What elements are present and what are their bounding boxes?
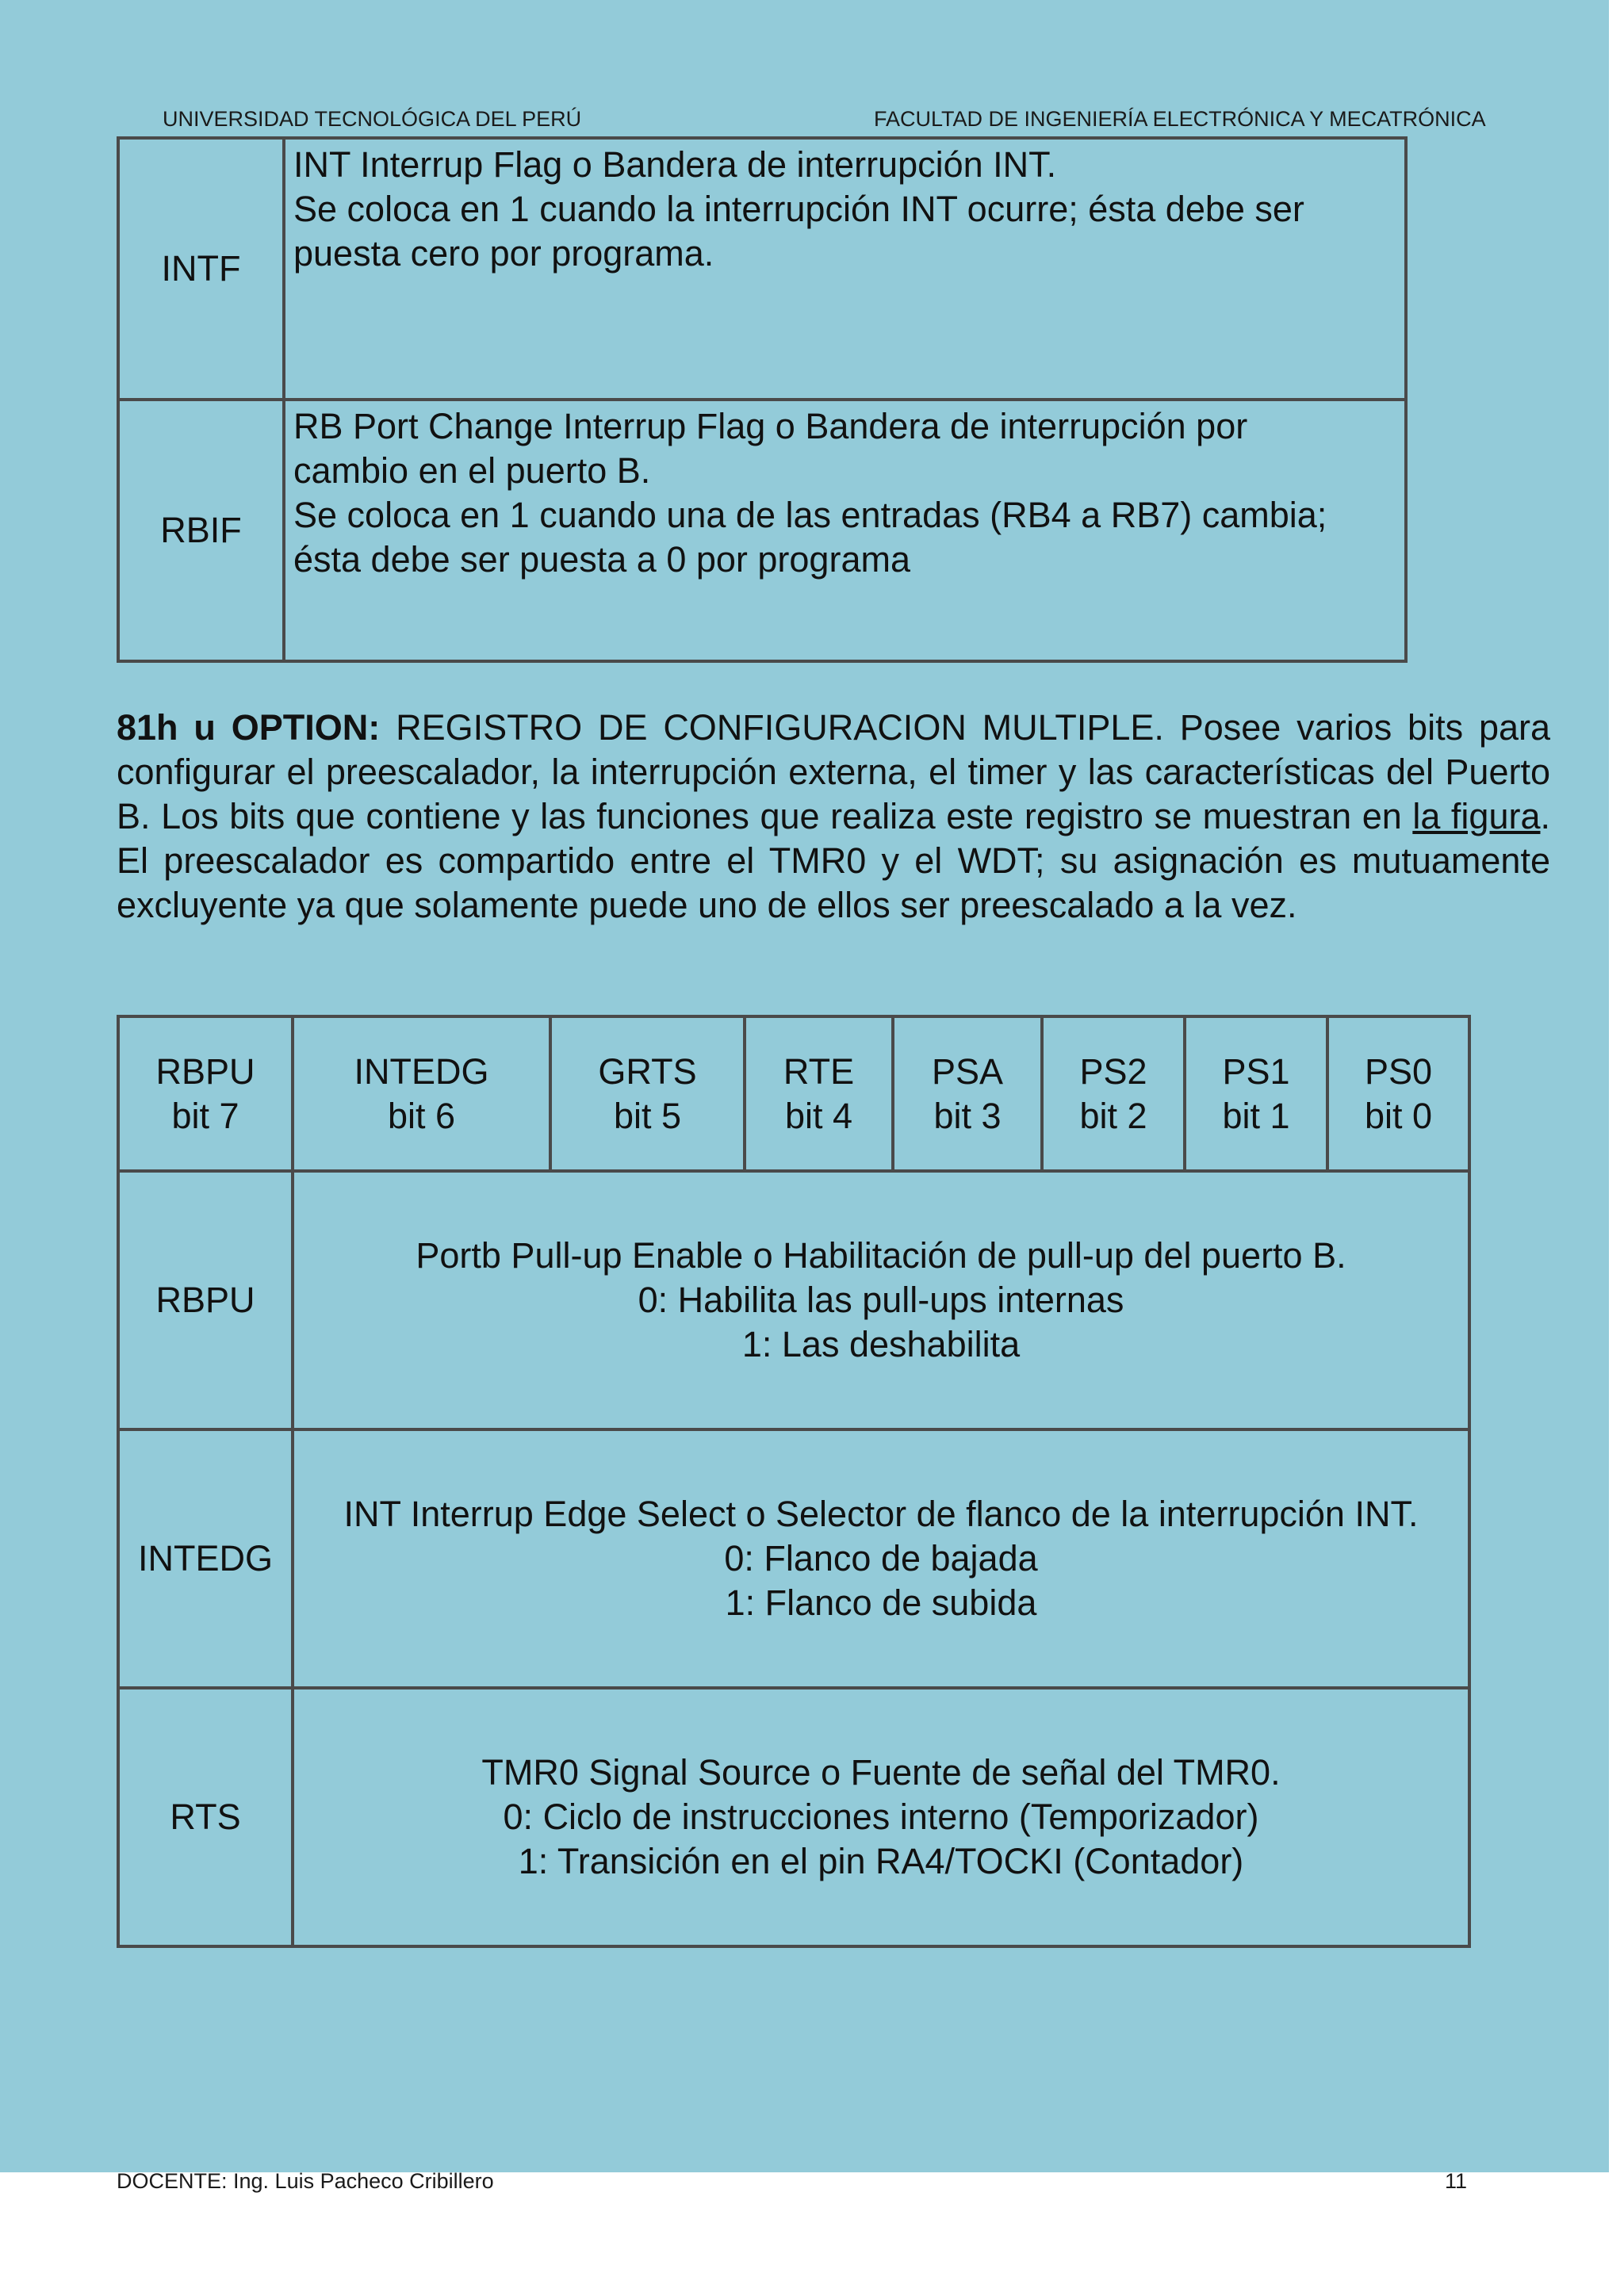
- bit-description-cell: [293, 1429, 1469, 1688]
- bit-index: bit 1: [1222, 1095, 1290, 1136]
- bit-name-cell: INTEDG: [118, 1429, 293, 1688]
- description-line: ésta debe ser puesta a 0 por programa: [293, 539, 910, 580]
- bit-name-cell: INTF: [118, 138, 284, 400]
- description-line: 1: Flanco de subida: [725, 1582, 1037, 1623]
- intcon-bits-table: [117, 136, 1408, 663]
- description-line: 1: Transición en el pin RA4/TOCKI (Contador): [518, 1841, 1244, 1881]
- bit-header-cell: [1185, 1016, 1327, 1171]
- bit-index: bit 3: [933, 1095, 1002, 1136]
- bit-header-row: [118, 1016, 1469, 1171]
- bit-index: bit 7: [171, 1095, 239, 1136]
- table-row: [118, 1171, 1469, 1429]
- figure-link[interactable]: la figura: [1412, 796, 1541, 836]
- table-row: [118, 400, 1406, 661]
- bit-name-cell: RBPU: [118, 1171, 293, 1429]
- option-register-table: [117, 1015, 1471, 1948]
- bit-name: PS1: [1222, 1050, 1290, 1092]
- bit-index: bit 5: [613, 1095, 682, 1136]
- bit-description-cell: [293, 1171, 1469, 1429]
- bit-name: GRTS: [598, 1050, 697, 1092]
- option-register-paragraph: [117, 706, 1550, 928]
- paragraph-text: . El preescalador es compartido entre el TMR0 y el WDT; su asignación es mutuamente excluyente ya que solamente puede uno de ellos ser preescalado a la vez.: [117, 796, 1550, 925]
- bit-header-cell: [745, 1016, 893, 1171]
- description-line: Se coloca en 1 cuando una de las entradas (RB4 a RB7) cambia;: [293, 495, 1327, 535]
- description-line: TMR0 Signal Source o Fuente de señal del TMR0.: [481, 1752, 1281, 1793]
- description-line: INT Interrup Edge Select o Selector de flanco de la interrupción INT.: [343, 1494, 1419, 1534]
- bit-header-cell: [550, 1016, 745, 1171]
- paragraph-heading: 81h u OPTION:: [117, 707, 381, 748]
- paragraph-text: REGISTRO DE CONFIGURACION MULTIPLE. Posee varios bits para configurar el preescalador, la interrupción externa, el timer y las características del Puerto B. Los bits que contiene y las funciones que realiza este registro se muestran en: [117, 707, 1551, 836]
- description-line: 1: Las deshabilita: [741, 1324, 1021, 1364]
- description-line: 0: Flanco de bajada: [724, 1538, 1038, 1578]
- bit-header-cell: [293, 1016, 550, 1171]
- description-line: Portb Pull-up Enable o Habilitación de pull-up del puerto B.: [416, 1235, 1346, 1276]
- description-line: puesta cero por programa.: [293, 233, 714, 274]
- bit-description-cell: [284, 138, 1406, 400]
- bit-name: PSA: [931, 1050, 1004, 1092]
- bit-name-cell: RTS: [118, 1688, 293, 1946]
- bit-name: PS2: [1079, 1050, 1147, 1092]
- bit-name: PS0: [1364, 1050, 1433, 1092]
- table-row: [118, 138, 1406, 400]
- description-line: 0: Ciclo de instrucciones interno (Temporizador): [503, 1797, 1259, 1837]
- header-university: UNIVERSIDAD TECNOLÓGICA DEL PERÚ: [163, 107, 582, 131]
- header-faculty: FACULTAD DE INGENIERÍA ELECTRÓNICA Y MECATRÓNICA: [874, 107, 1486, 131]
- bit-index: bit 0: [1364, 1095, 1433, 1136]
- bit-name-cell: RBIF: [118, 400, 284, 661]
- bit-header-cell: [893, 1016, 1042, 1171]
- description-line: RB Port Change Interrup Flag o Bandera de interrupción por: [293, 406, 1248, 446]
- bit-name: RTE: [783, 1050, 855, 1092]
- bit-index: bit 4: [784, 1095, 853, 1136]
- table-row: [118, 1429, 1469, 1688]
- bit-header-cell: [1042, 1016, 1185, 1171]
- bit-description-cell: [284, 400, 1406, 661]
- bit-header-cell: [118, 1016, 293, 1171]
- description-line: 0: Habilita las pull-ups internas: [638, 1280, 1124, 1320]
- bit-header-cell: [1327, 1016, 1469, 1171]
- bit-index: bit 6: [387, 1095, 456, 1136]
- bit-index: bit 2: [1079, 1095, 1147, 1136]
- description-line: cambio en el puerto B.: [293, 450, 651, 491]
- bit-name: RBPU: [155, 1050, 255, 1092]
- bit-description-cell: [293, 1688, 1469, 1946]
- description-line: Se coloca en 1 cuando la interrupción INT ocurre; ésta debe ser: [293, 189, 1304, 229]
- table-row: [118, 1688, 1469, 1946]
- bit-name: INTEDG: [354, 1050, 489, 1092]
- footer-teacher: DOCENTE: Ing. Luis Pacheco Cribillero: [117, 2169, 494, 2193]
- description-line: INT Interrup Flag o Bandera de interrupción INT.: [293, 144, 1057, 185]
- page-number: 11: [1445, 2169, 1468, 2193]
